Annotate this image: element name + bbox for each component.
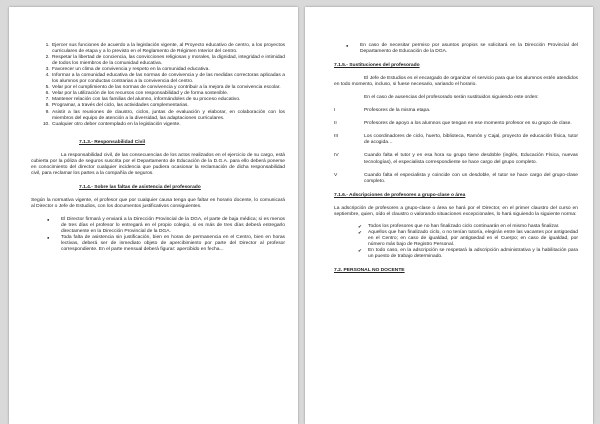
list-item: ✔ En todo caso, en la adscripción se respetará la adscripción administrativa y la habilitación para un puesto de trabajo determinado.: [368, 248, 578, 260]
list-item-number: IV: [334, 153, 339, 159]
list-item-text: Profesores de apoyo a los alumnos que tengan en ese momento profesor en su grupo de clase.: [364, 121, 572, 127]
list-item: ✔ Todos los profesores que no han finalizado ciclo continuarán en el mismo hasta finalizar.: [368, 224, 578, 230]
list-item-text: Profesores de la misma etapa.: [364, 108, 431, 114]
list-item: [334, 153, 578, 165]
teacher-duties-list: [31, 43, 285, 128]
list-item: [334, 121, 578, 127]
list-item: 4. Informar a la comunidad educativa de las normas de convivencia y de las medidas correctoras aplicadas a los alumnos por conductas contrarias a la convivencia del centro.: [51, 73, 285, 85]
list-item-text: Cuando falta el tutor y en esa hora su grupo tiene desdoble (inglés, Educación Física, nuevas tecnologías), el especialista correspondiente se hace cargo del grupo completo.: [364, 153, 578, 165]
list-item: [334, 173, 578, 185]
section-heading-absences: 7.1.4.- Sobre las faltas de asistencia del profesorado: [79, 184, 201, 190]
assignments-intro: La adscripción de profesores a grupo-clase o área se hará por el Director, en el primer claustro del curso en septiembre, quien, oído el claustro o valorando situaciones excepcionales, lo hará siguiendo la siguiente norma:: [334, 205, 578, 217]
substitution-order-list: [334, 108, 578, 184]
section-heading-non-teaching-staff: 7.2. PERSONAL NO DOCENTE: [334, 268, 405, 274]
right-page: [305, 7, 593, 424]
section-heading-substitutions: 7.1.5.- Sustituciones del profesorado: [334, 63, 420, 69]
list-item: [334, 108, 578, 114]
substitutions-paragraph-2: En el caso de ausencias del profesorado serán sustituidos siguiendo este orden:: [364, 95, 539, 101]
list-item-number: II: [334, 121, 337, 127]
list-item: 5. Velar por el cumplimiento de las normas de convivencia y contribuir a la mejora de la convivencia escolar.: [51, 85, 285, 91]
list-item-text: Cuando falta el especialista y coincide con un desdoble, el tutor se hace cargo del grupo-clase completo.: [364, 172, 578, 184]
section-heading-civil-responsibility: 7.1.3.- Responsabilidad Civil: [79, 139, 146, 145]
list-item-number: V: [334, 172, 338, 178]
list-item: ● Toda falta de asistencia sin justificación, bien en horas de permanencia en el Centro, bien en horas lectivas, deberá ser de inmediato objeto de apercibimiento por parte del Director al profesor correspondiente. En el parte mensual deberá figurar: apercibido en fecha...: [61, 235, 285, 253]
list-item: ● En caso de necesitar permiso por asuntos propios se solicitará en la Dirección Provincial del Departamento de Educación de la DGA.: [360, 43, 578, 55]
list-item: 9. Asistir a las reuniones de claustro, ciclos, juntas de evaluación y elaborar, en colaboración con los miembros del equipo de atención a la diversidad, las adaptaciones curriculares.: [51, 110, 285, 122]
list-item: 7. Mantener relación con las familias del alumno, informándoles de su proceso educativo.: [51, 97, 285, 103]
list-item: 2. Respetar la libertad de conciencia, las convicciones religiosas y morales, la dignidad, integridad e intimidad de todos los miembros de la comunidad educativa.: [51, 55, 285, 67]
section-heading-assignments: 7.1.6.- Adscripciones de profesores a grupo-clase o área: [334, 192, 466, 198]
list-item: 10. Cualquier otro deber contemplado en la legislación vigente.: [51, 122, 285, 128]
list-item-number: I: [334, 108, 336, 114]
list-item: ● El Director firmará y enviará a la Dirección Provincial de la DGA, el parte de baja médica; si es menos de tres días el profesor lo entregará en el propio colegio, si es más de tres días deberá entregarlo directamente en la Dirección Provincial de la DGA.: [61, 217, 285, 235]
civil-responsibility-text: La responsabilidad civil, de las consecuencias de los actos realizados en el ejercicio de su cargo, está cubierta por la póliza de seguros suscrita por el Departamento de Educación de la D.G.A. para ello deberá ponerse en conocimiento del director cualquier incidencia que pudiera ocasionar la reclamación de dicha responsabilidad civil, para reclamar los partes a la compañía de seguros.: [31, 152, 285, 176]
absences-bullet-list: [31, 217, 285, 253]
assignments-check-list: [334, 224, 578, 260]
substitutions-paragraph-1: El Jefe de Estudios es el encargado de organizar el servicio para que los alumnos estén atendidos en todo momento, incluso, si fuese necesario, variando el horario.: [334, 76, 578, 88]
list-item: 6. Velar por la utilización de los recursos con responsabilidad y de forma sostenible.: [51, 91, 285, 97]
list-item: 8. Programar, a través del ciclo, las actividades complementarias.: [51, 103, 285, 109]
left-page: [9, 7, 298, 424]
list-item-text: Los coordinadores de ciclo, huerto, biblioteca, Ramón y Cajal, proyecto de educación física, tutor de acogida…: [364, 134, 578, 146]
leave-bullet-list: [334, 43, 578, 55]
list-item: [334, 134, 578, 146]
list-item-number: III: [334, 134, 339, 140]
list-item: 1. Ejercer sus funciones de acuerdo a la legislación vigente, al Proyecto educativo de centro, a los proyectos curriculares de etapa y a lo previsto en el Reglamento de Régimen Interior del centro.: [51, 43, 285, 55]
list-item: 3. Favorecer un clima de convivencia y respeto en la comunidad educativa.: [51, 67, 285, 73]
list-item: ✔ Aquellos que han finalizado ciclo, o no tenían tutoría, elegirán entre las vacantes por antigüedad en el Centro; en caso de igualdad, por antigüedad en el Cuerpo; en caso de igualdad, por número más bajo de Registro Personal.: [368, 230, 578, 248]
absences-intro: Según la normativa vigente, el profesor que por cualquier causa tenga que faltar en horario docente, lo comunicará al Director o Jefe de Estudios, con los documentos justificativos consiguientes.: [31, 197, 285, 209]
